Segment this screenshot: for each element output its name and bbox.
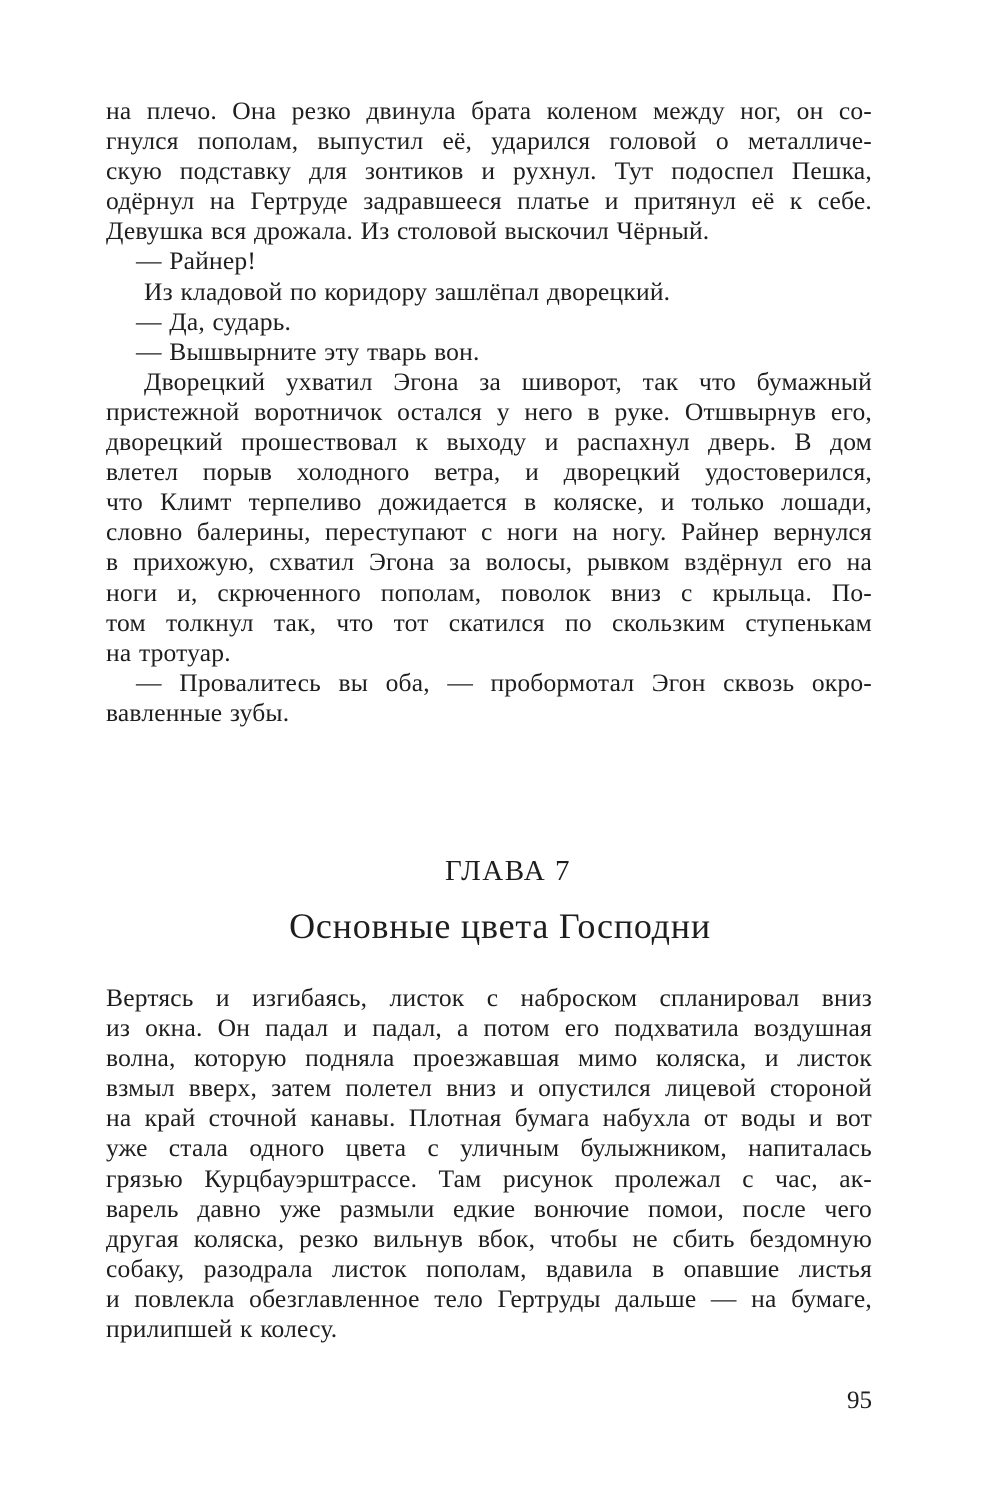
text-line: Девушка вся дрожала. Из столовой выскочил Чёрный. [106,216,710,246]
dialogue-line: — Вышвырните эту тварь вон. [136,336,480,366]
text-line: волна, которую подняла проезжавшая мимо коляска, и листок [106,1043,872,1073]
text-line: собаку, разодрала листок пополам, вдавила в опавшие листья [106,1253,872,1283]
page-number: 95 [847,1387,872,1414]
text-line: в прихожую, схватил Эгона за волосы, рывком вздёрнул его на [106,547,872,577]
text-line: том толкнул так, что тот скатился по скользким ступенькам [106,607,872,637]
text-line: и повлекла обезглавленное тело Гертруды дальше — на бумаге, [106,1283,872,1313]
text-line: гнулся пополам, выпустил её, ударился головой о металличе- [106,126,872,156]
text-block-bottom [106,983,872,1344]
text-line: Вертясь и изгибаясь, листок с наброском спланировал вниз [106,983,872,1012]
dialogue-line: — Да, сударь. [136,306,292,336]
text-line: варель давно уже размыли едкие вонючие помои, после чего [106,1193,872,1223]
text-line: на плечо. Она резко двинула брата коленом между ног, он со- [106,96,872,125]
text-line: на край сточной канавы. Плотная бумага набухла от воды и вот [106,1103,872,1133]
chapter-title: Основные цвета Господни [289,906,711,946]
text-line: вавленные зубы. [106,697,290,727]
text-line: другая коляска, резко вильнув вбок, чтобы не сбить бездомную [106,1223,872,1253]
text-line: влетел порыв холодного ветра, и дворецкий удостоверился, [106,457,872,487]
text-line: из окна. Он падал и падал, а потом его подхватила воздушная [106,1013,872,1043]
text-line: ноги и, скрюченного пополам, поволок вниз с крыльца. По- [106,577,872,607]
chapter-label: ГЛАВА 7 [445,855,571,887]
text-line: словно балерины, переступают с ноги на ногу. Райнер вернулся [106,517,872,547]
text-line: дворецкий прошествовал к выходу и распахнул дверь. В дом [106,427,872,457]
dialogue-line: — Райнер! [136,246,257,276]
text-line: прилипшей к колесу. [106,1314,338,1344]
text-line: пристежной воротничок остался у него в руке. Отшвырнув его, [106,396,872,426]
text-line: что Климт терпеливо дожидается в коляске, и только лошади, [106,487,872,517]
text-line: грязью Курцбауэрштрассе. Там рисунок пролежал с час, ак- [106,1163,872,1193]
text-line: взмыл вверх, затем полетел вниз и опустился лицевой стороной [106,1073,872,1103]
text-line: уже стала одного цвета с уличным булыжником, напиталась [106,1133,872,1163]
text-line: одёрнул на Гертруде задравшееся платье и притянул её к себе. [106,186,872,216]
text-line: Из кладовой по коридору зашлёпал дворецкий. [144,276,671,306]
text-line: Дворецкий ухватил Эгона за шиворот, так что бумажный [144,366,872,396]
dialogue-line: — Провалитесь вы оба, — пробормотал Эгон сквозь окро- [136,667,872,697]
text-block-top [106,96,872,728]
text-line: на тротуар. [106,637,231,667]
text-line: скую подставку для зонтиков и рухнул. Тут подоспел Пешка, [106,156,872,186]
